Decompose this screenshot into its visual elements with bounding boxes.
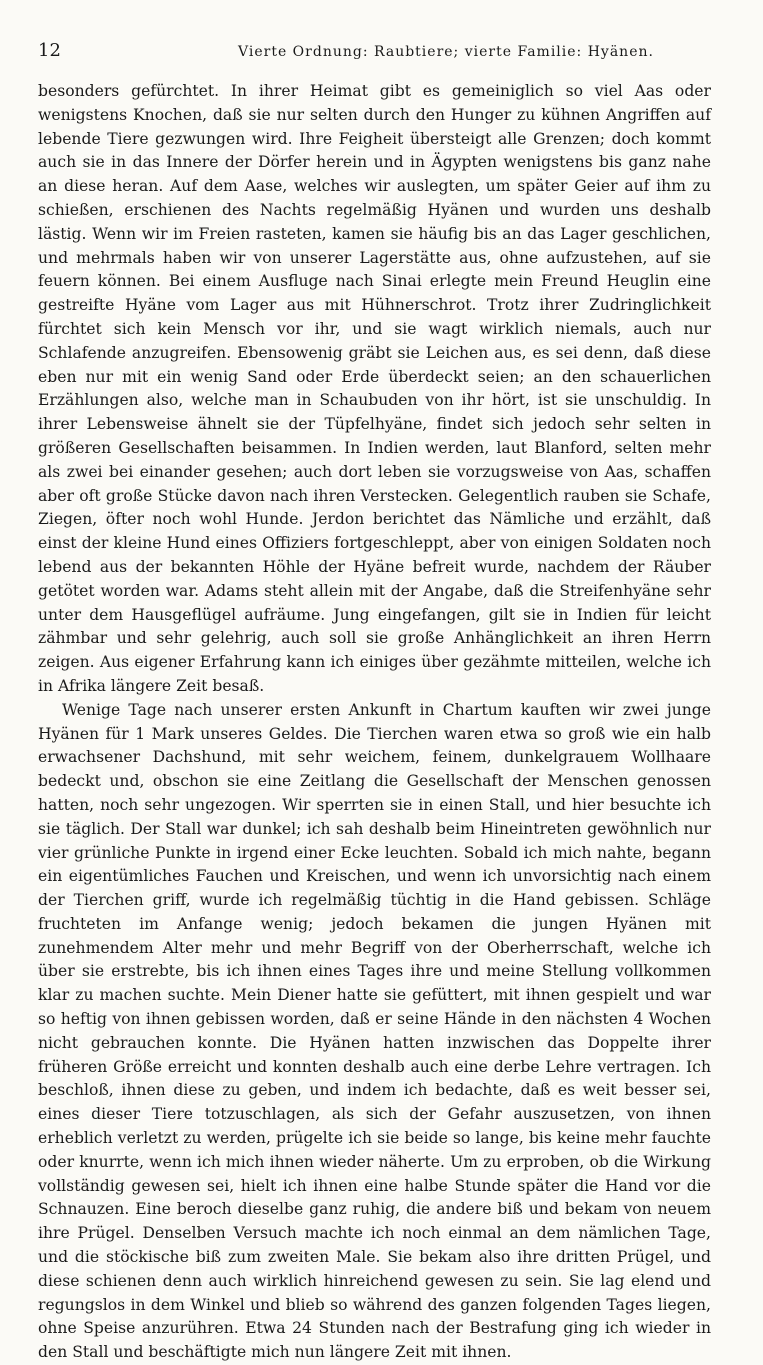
paragraph: besonders gefürchtet. In ihrer Heimat gibt es gemeiniglich so viel Aas oder wenigstens Knochen, daß sie nur selten durch den Hunger zu kühnen Angriffen auf lebende Tiere gezwungen wird. Ihre Feigheit übersteigt alle Grenzen; doch kommt auch sie in das Innere der Dörfer herein und in Ägypten wenigstens bis ganz nahe an diese heran. Auf dem Aase, welches wir auslegten, um später Geier auf ihm zu schießen, erschienen des Nachts regelmäßig Hyänen und wurden uns deshalb lästig. Wenn wir im Freien rasteten, kamen sie häufig bis an das Lager geschlichen, und mehrmals haben wir von unserer Lagerstätte aus, ohne aufzustehen, auf sie feuern können. Bei einem Ausfluge nach Sinai erlegte mein Freund Heuglin eine gestreifte Hyäne vom Lager aus mit Hühnerschrot. Trotz ihrer Zudringlichkeit fürchtet sich kein Mensch vor ihr, und sie wagt wirklich niemals, auch nur Schlafende anzugreifen. Ebensowenig gräbt sie Leichen aus, es sei denn, daß diese eben nur mit ein wenig Sand oder Erde überdeckt seien; an den schauerlichen Erzählungen also, welche man in Schaubuden von ihr hört, ist sie unschuldig. In ihrer Lebensweise ähnelt sie der Tüpfelhyäne, findet sich jedoch sehr selten in größeren Gesellschaften beisammen. In Indien werden, laut Blanford, selten mehr als zwei bei einander gesehen; auch dort leben sie vorzugsweise von Aas, schaffen aber oft große Stücke davon nach ihren Verstecken. Gelegentlich rauben sie Schafe, Ziegen, öfter noch wohl Hunde. Jerdon berichtet das Nämliche und erzählt, daß einst der kleine Hund eines Offiziers fortgeschleppt, aber von einigen Soldaten noch lebend aus der bekannten Höhle der Hyäne befreit wurde, nachdem der Räuber getötet worden war. Adams steht allein mit der Angabe, daß die Streifenhyäne sehr unter dem Hausgeflügel aufräume. Jung eingefangen, gilt sie in Indien für leicht zähmbar und sehr gelehrig, auch soll sie große Anhänglichkeit an ihren Herrn zeigen. Aus eigener Erfahrung kann ich einiges über gezähmte mitteilen, welche ich in Afrika längere Zeit besaß. (38, 82, 711, 695)
body-text (38, 80, 711, 1365)
page-number: 12 (38, 40, 61, 61)
running-head: Vierte Ordnung: Raubtiere; vierte Familie: Hyänen. (238, 44, 654, 60)
page-header (38, 40, 711, 68)
paragraph: Wenige Tage nach unserer ersten Ankunft in Chartum kauften wir zwei junge Hyänen für 1 Mark unseres Geldes. Die Tierchen waren etwa so groß wie ein halb erwachsener Dachshund, mit sehr weichem, feinem, dunkelgrauem Wollhaare bedeckt und, obschon sie eine Zeitlang die Gesellschaft der Menschen genossen hatten, noch sehr ungezogen. Wir sperrten sie in einen Stall, und hier besuchte ich sie täglich. Der Stall war dunkel; ich sah deshalb beim Hineintreten gewöhnlich nur vier grünliche Punkte in irgend einer Ecke leuchten. Sobald ich mich nahte, begann ein eigentümliches Fauchen und Kreischen, und wenn ich unvorsichtig nach einem der Tierchen griff, wurde ich regelmäßig tüchtig in die Hand gebissen. Schläge fruchteten im Anfange wenig; jedoch bekamen die jungen Hyänen mit zunehmendem Alter mehr und mehr Begriff von der Oberherrschaft, welche ich über sie erstrebte, bis ich ihnen eines Tages ihre und meine Stellung vollkommen klar zu machen suchte. Mein Diener hatte sie gefüttert, mit ihnen gespielt und war so heftig von ihnen gebissen worden, daß er seine Hände in den nächsten 4 Wochen nicht gebrauchen konnte. Die Hyänen hatten inzwischen das Doppelte ihrer früheren Größe erreicht und konnten deshalb auch eine derbe Lehre vertragen. Ich beschloß, ihnen diese zu geben, und indem ich bedachte, daß es weit besser sei, eines dieser Tiere totzuschlagen, als sich der Gefahr auszusetzen, von ihnen erheblich verletzt zu werden, prügelte ich sie beide so lange, bis keine mehr fauchte oder knurrte, wenn ich mich ihnen wieder näherte. Um zu erproben, ob die Wirkung vollständig gewesen sei, hielt ich ihnen eine halbe Stunde später die Hand vor die Schnauzen. Eine beroch dieselbe ganz ruhig, die andere biß und bekam von neuem ihre Prügel. Denselben Versuch machte ich noch einmal an dem nämlichen Tage, und die stöckische biß zum zweiten Male. Sie bekam also ihre dritten Prügel, und diese schienen denn auch wirklich hinreichend gewesen zu sein. Sie lag elend und regungslos in dem Winkel und blieb so während des ganzen folgenden Tages liegen, ohne Speise anzurühren. Etwa 24 Stunden nach der Bestrafung ging ich wieder in den Stall und beschäftigte mich nun längere Zeit mit ihnen. (38, 700, 711, 1362)
